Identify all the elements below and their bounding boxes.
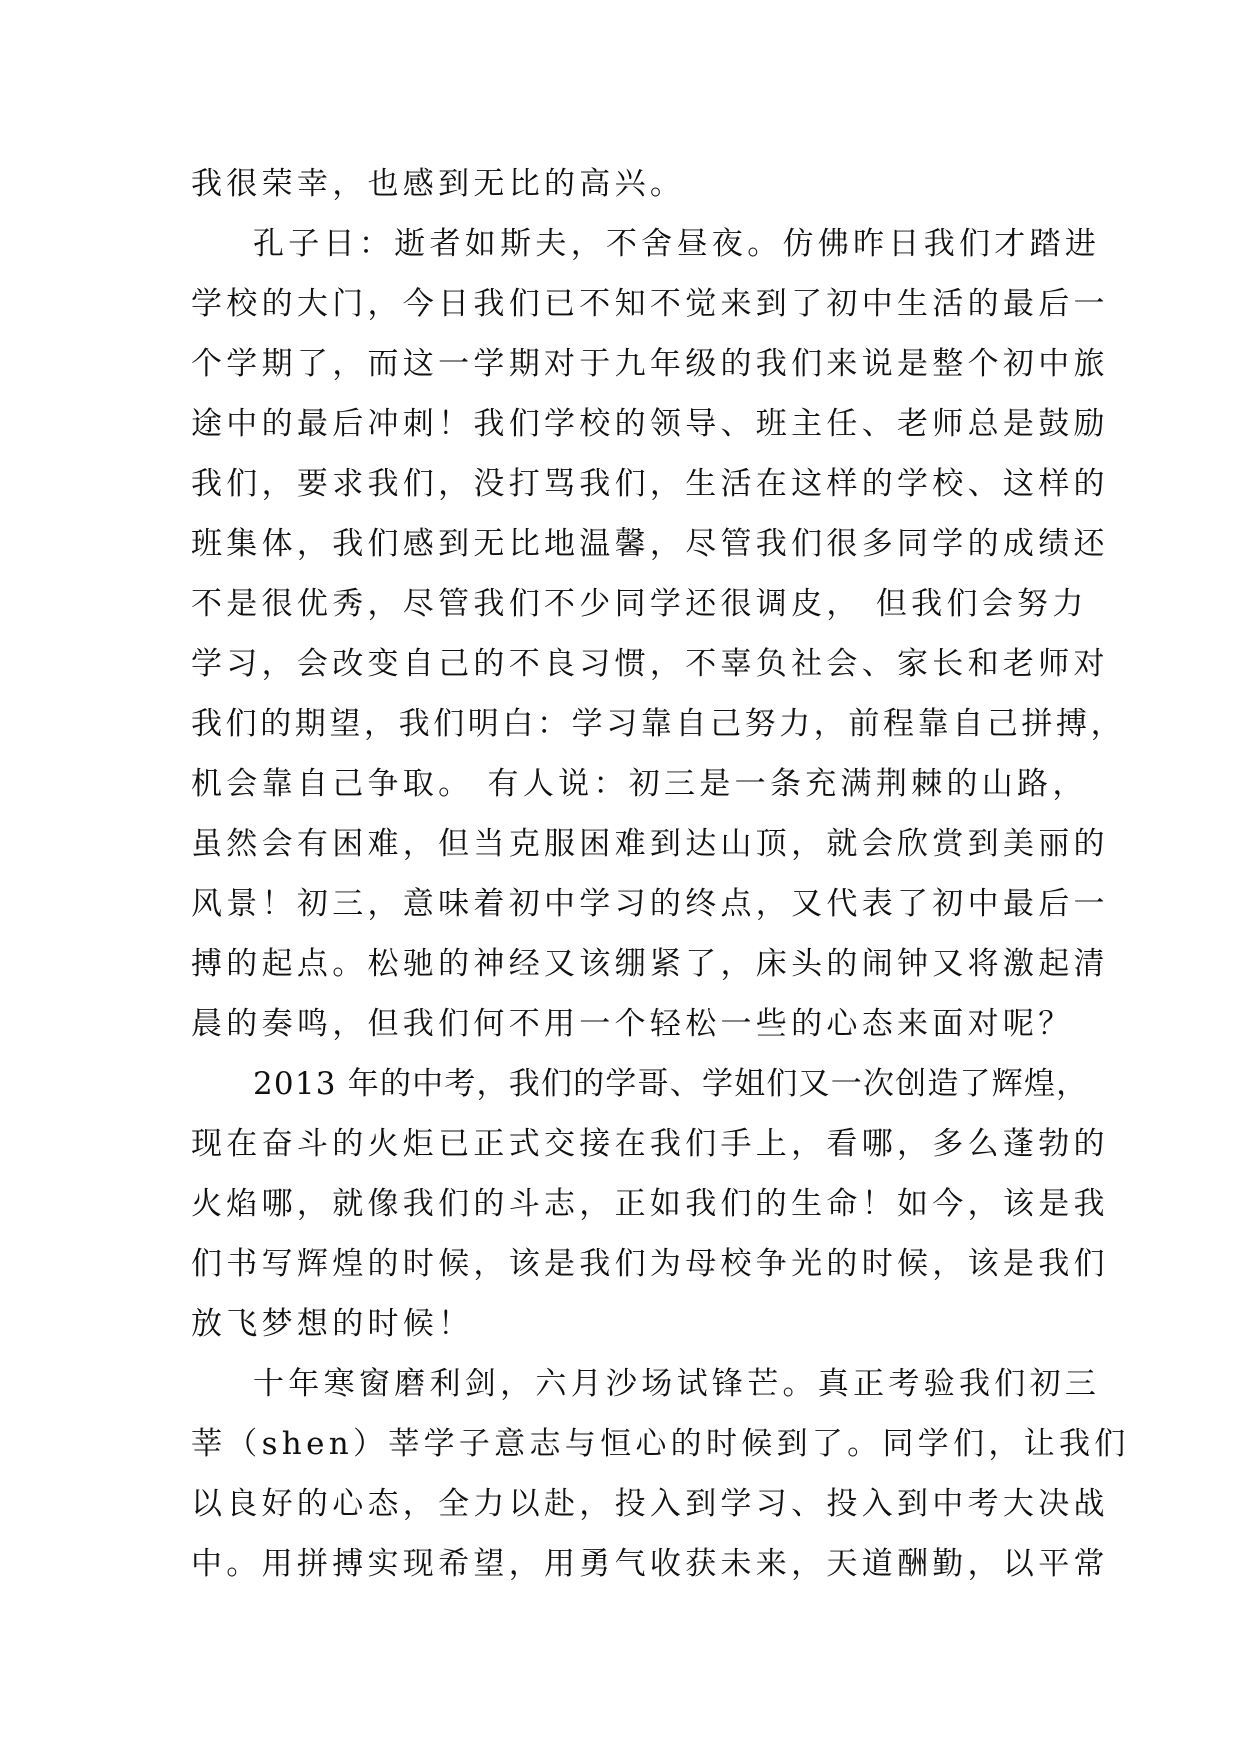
document-body — [191, 154, 1130, 1594]
text-line: 虽然会有困难，但当克服困难到达山顶，就会欣赏到美丽的 — [191, 826, 1109, 862]
text-line: 个学期了，而这一学期对于九年级的我们来说是整个初中旅 — [191, 346, 1109, 382]
text-line: 搏的起点。松驰的神经又该绷紧了，床头的闹钟又将激起清 — [191, 946, 1109, 982]
text-line: 班集体，我们感到无比地温馨，尽管我们很多同学的成绩还 — [191, 526, 1109, 562]
text-line: 放飞梦想的时候！ — [191, 1306, 474, 1342]
text-line: 莘（shen）莘学子意志与恒心的时候到了。同学们，让我们 — [191, 1426, 1130, 1462]
text-line: 途中的最后冲刺！我们学校的领导、班主任、老师总是鼓励 — [191, 406, 1109, 442]
text-line: 现在奋斗的火炬已正式交接在我们手上，看哪，多么蓬勃的 — [191, 1126, 1109, 1162]
text-line: 晨的奏鸣，但我们何不用一个轻松一些的心态来面对呢？ — [191, 1006, 1074, 1042]
text-line: 们书写辉煌的时候，该是我们为母校争光的时候，该是我们 — [191, 1246, 1109, 1282]
text-line: 学校的大门，今日我们已不知不觉来到了初中生活的最后一 — [191, 286, 1109, 322]
text-line: 风景！初三，意味着初中学习的终点，又代表了初中最后一 — [191, 886, 1109, 922]
text-line: 不是很优秀，尽管我们不少同学还很调皮， 但我们会努力 — [191, 586, 1088, 622]
text-line: 机会靠自己争取。 有人说：初三是一条充满荆棘的山路， — [191, 766, 1088, 802]
paragraph-first-line: 十年寒窗磨利剑，六月沙场试锋芒。真正考验我们初三 — [253, 1366, 1101, 1402]
text-line: 我们的期望，我们明白：学习靠自己努力，前程靠自己拼搏， — [191, 706, 1126, 742]
text-line: 以良好的心态，全力以赴，投入到学习、投入到中考大决战 — [191, 1486, 1109, 1522]
text-line: 中。用拼搏实现希望，用勇气收获未来，天道酬勤，以平常 — [191, 1546, 1109, 1582]
text-line: 我们，要求我们，没打骂我们，生活在这样的学校、这样的 — [191, 466, 1109, 502]
text-line: 学习，会改变自己的不良习惯，不辜负社会、家长和老师对 — [191, 646, 1109, 682]
text-line: 我很荣幸，也感到无比的高兴。 — [191, 166, 686, 202]
paragraph-first-line: 孔子日：逝者如斯夫，不舍昼夜。仿佛昨日我们才踏进 — [253, 226, 1101, 262]
paragraph-first-line: 2013 年的中考，我们的学哥、学姐们又一次创造了辉煌， — [253, 1066, 1089, 1102]
text-line: 火焰哪，就像我们的斗志，正如我们的生命！如今，该是我 — [191, 1186, 1109, 1222]
